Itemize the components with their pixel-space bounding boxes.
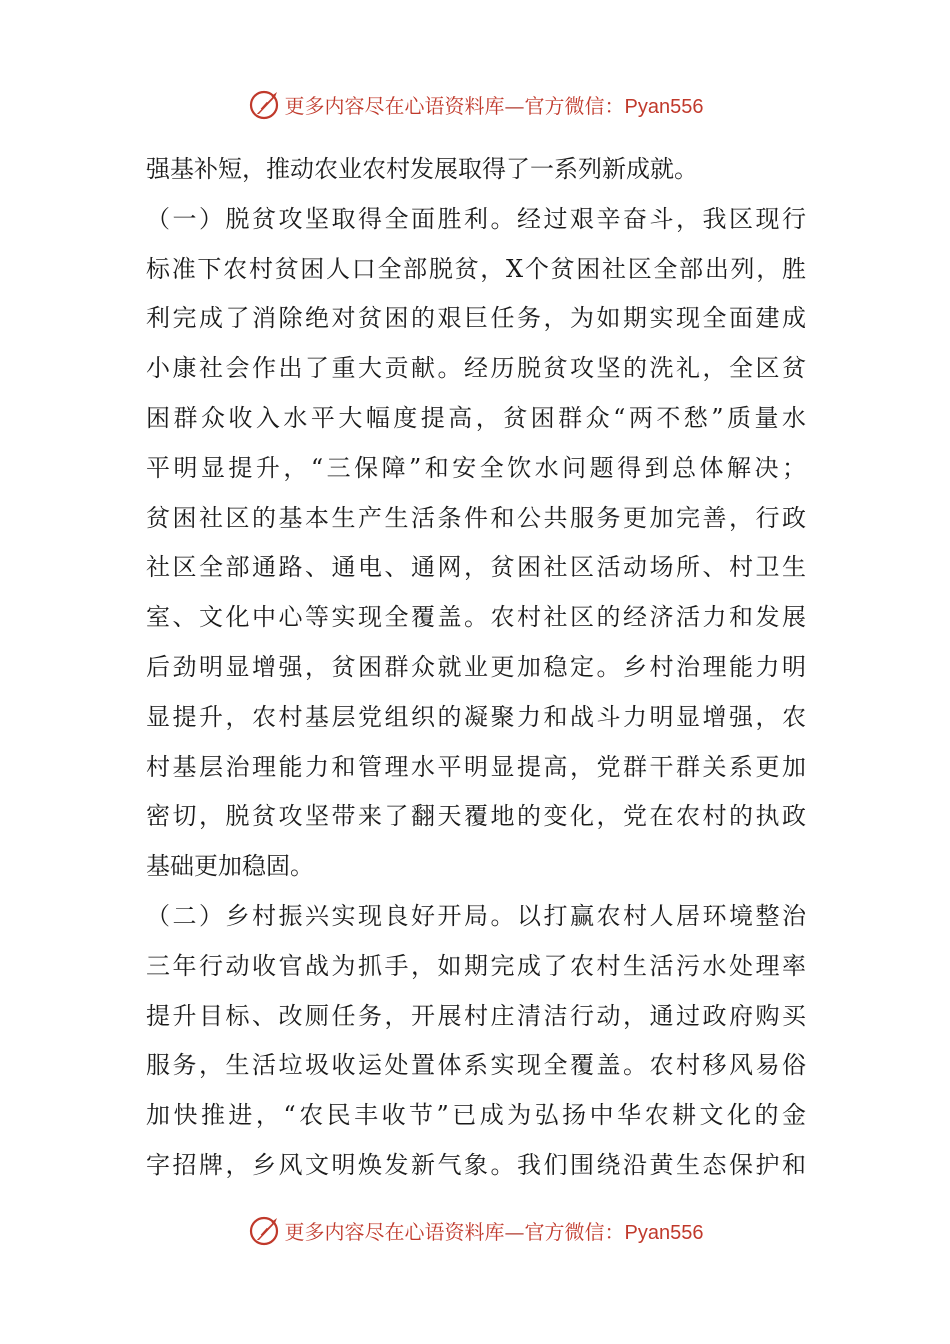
document-body [146, 145, 806, 1191]
watermark-site-text: 更多内容尽在心语资料库 [284, 1219, 505, 1244]
section-heading-line: （一）脱贫攻坚取得全面胜利。经过艰辛奋斗，我区现行 [146, 204, 806, 233]
text-line: 社区全部通路、通电、通网，贫困社区活动场所、村卫生 [146, 553, 806, 582]
header-watermark-banner [0, 84, 950, 124]
quill-pen-logo-icon [247, 1212, 283, 1248]
watermark-contact-label: 官方微信： [524, 93, 625, 118]
footer-watermark-banner [0, 1210, 950, 1250]
paragraph-poverty-alleviation [146, 195, 806, 892]
text-line: 基础更加稳固。 [146, 852, 314, 881]
text-line: 平明显提升，“三保障”和安全饮水问题得到总体解决； [146, 453, 806, 482]
text-line: 字招牌，乡风文明焕发新气象。我们围绕沿黄生态保护和 [146, 1150, 806, 1179]
text-line: 贫困社区的基本生产生活条件和公共服务更加完善，行政 [146, 503, 806, 532]
text-line: 强基补短，推动农业农村发展取得了一系列新成就。 [146, 155, 698, 183]
paragraph-continuation [146, 145, 806, 195]
text-line: 标准下农村贫困人口全部脱贫，X个贫困社区全部出列，胜 [146, 254, 806, 283]
text-line: 密切，脱贫攻坚带来了翻天覆地的变化，党在农村的执政 [146, 802, 806, 831]
text-line: 利完成了消除绝对贫困的艰巨任务，为如期实现全面建成 [146, 304, 806, 333]
watermark-site-text: 更多内容尽在心语资料库 [284, 93, 505, 118]
text-line: 后劲明显增强，贫困群众就业更加稳定。乡村治理能力明 [146, 652, 806, 681]
text-line: 小康社会作出了重大贡献。经历脱贫攻坚的洗礼，全区贫 [146, 354, 806, 383]
quill-pen-logo-icon [247, 86, 283, 122]
watermark-content [247, 1210, 704, 1250]
text-line: 室、文化中心等实现全覆盖。农村社区的经济活力和发展 [146, 603, 806, 632]
section-heading-line: （二）乡村振兴实现良好开局。以打赢农村人居环境整治 [146, 901, 806, 930]
paragraph-rural-revitalization [146, 892, 806, 1191]
watermark-contact-id: Pyan556 [624, 95, 704, 118]
text-line: 三年行动收官战为抓手，如期完成了农村生活污水处理率 [146, 951, 806, 980]
text-line: 加快推进，“农民丰收节”已成为弘扬中华农耕文化的金 [146, 1101, 806, 1130]
watermark-separator: — [504, 93, 525, 118]
watermark-contact-id: Pyan556 [624, 1221, 704, 1244]
text-line: 困群众收入水平大幅度提高，贫困群众“两不愁”质量水 [146, 403, 806, 432]
watermark-contact-label: 官方微信： [524, 1219, 625, 1244]
watermark-text [285, 90, 704, 119]
watermark-text [285, 1216, 704, 1245]
text-line: 显提升，农村基层党组织的凝聚力和战斗力明显增强，农 [146, 702, 806, 731]
text-line: 服务，生活垃圾收运处置体系实现全覆盖。农村移风易俗 [146, 1051, 806, 1080]
text-line: 提升目标、改厕任务，开展村庄清洁行动，通过政府购买 [146, 1001, 806, 1030]
watermark-content [247, 84, 704, 124]
text-line: 村基层治理能力和管理水平明显提高，党群干群关系更加 [146, 752, 806, 781]
watermark-separator: — [504, 1219, 525, 1244]
